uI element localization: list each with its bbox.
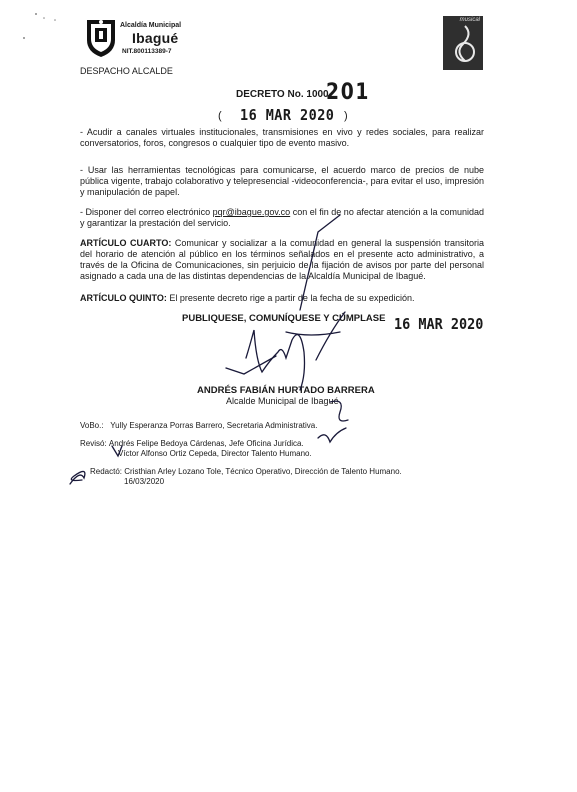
- article-fourth-text: Comunicar y socializar a la comunidad en general la suspensión transitoria del horario de atención al público en los términos señalados en el presente acto administrativo, a través de la Oficina de Comunicaciones, sin perjuicio de la fijación de avisos por parte del personal asignado a cada una de las distintas dependencias de la Alcaldía Municipal de Ibagué.: [80, 238, 484, 281]
- article-fourth-label: ARTÍCULO CUARTO:: [80, 238, 172, 248]
- vobo-label: VoBo.:: [80, 421, 104, 430]
- vobo-text: Yully Esperanza Porras Barrero, Secretaria Administrativa.: [110, 421, 318, 430]
- article-fifth: [80, 293, 484, 304]
- paragraph-technology-tools: - Usar las herramientas tecnológicas para comunicarse, el acuerdo marco de precios de nube pública vigente, trabajo colaborativo y telepresencial -videoconferencia-, para evitar el uso, impresión y manipulación de papel.: [80, 165, 484, 197]
- email-intro: - Disponer del correo electrónico: [80, 207, 213, 217]
- nit-number: NIT.800113389-7: [122, 48, 172, 55]
- redacto-date: 16/03/2020: [124, 477, 165, 486]
- date-open-paren: (: [218, 110, 222, 122]
- decree-date-stamp: 16 MAR 2020: [240, 106, 335, 124]
- paragraph-virtual-channels: - Acudir a canales virtuales institucionales, transmisiones en vivo y redes sociales, para realizar conversatorios, foros, congresos o cualquier tipo de evento masivo.: [80, 127, 484, 148]
- date-close-paren: ): [344, 110, 348, 122]
- brand-text: musical: [459, 17, 480, 23]
- reviso-line: [80, 439, 304, 448]
- reviso-line-2: Víctor Alfonso Ortiz Cepeda, Director Talento Humano.: [118, 449, 312, 458]
- treble-clef-icon: [443, 16, 483, 70]
- reviso-label: Revisó:: [80, 439, 107, 448]
- redacto-label: Redactó:: [90, 467, 123, 476]
- redacto-signature: [70, 471, 85, 484]
- decree-number: 201: [326, 80, 371, 105]
- paragraph-email: [80, 207, 484, 229]
- email-rest: con el fin de no afectar atención a la comunidad y garantizar la prestación del servicio.: [80, 207, 484, 228]
- closing-date-stamp: 16 MAR 2020: [394, 315, 484, 333]
- reviso-initials: [318, 428, 346, 442]
- signer-role: Alcalde Municipal de Ibagué: [226, 396, 339, 406]
- alcaldia-logo: [84, 16, 224, 62]
- decree-prefix: DECRETO No. 1000-: [236, 89, 332, 100]
- redacto-line: [90, 467, 402, 476]
- vobo-line: [80, 421, 317, 430]
- article-fourth: [80, 238, 484, 282]
- redacto-text: Cristhian Arley Lozano Tole, Técnico Operativo, Dirección de Talento Humano.: [124, 467, 402, 476]
- coat-of-arms-icon: [84, 16, 118, 58]
- publiquese-line: PUBLIQUESE, COMUNÍQUESE Y CÚMPLASE: [182, 313, 386, 324]
- email-link[interactable]: pqr@ibague.gov.co: [212, 207, 291, 217]
- city-name: Ibagué: [132, 30, 179, 46]
- alcaldia-label: Alcaldía Municipal: [120, 22, 182, 29]
- musical-city-logo: [443, 16, 483, 70]
- article-fifth-label: ARTÍCULO QUINTO:: [80, 293, 167, 303]
- signer-name: ANDRÉS FABIÁN HURTADO BARRERA: [197, 385, 375, 396]
- mayor-signature: [246, 330, 305, 390]
- article-fifth-text: El presente decreto rige a partir de la fecha de su expedición.: [166, 293, 415, 303]
- reviso-text-1: Andrés Felipe Bedoya Cárdenas, Jefe Oficina Jurídica.: [108, 439, 304, 448]
- despacho-label: DESPACHO ALCALDE: [80, 66, 173, 76]
